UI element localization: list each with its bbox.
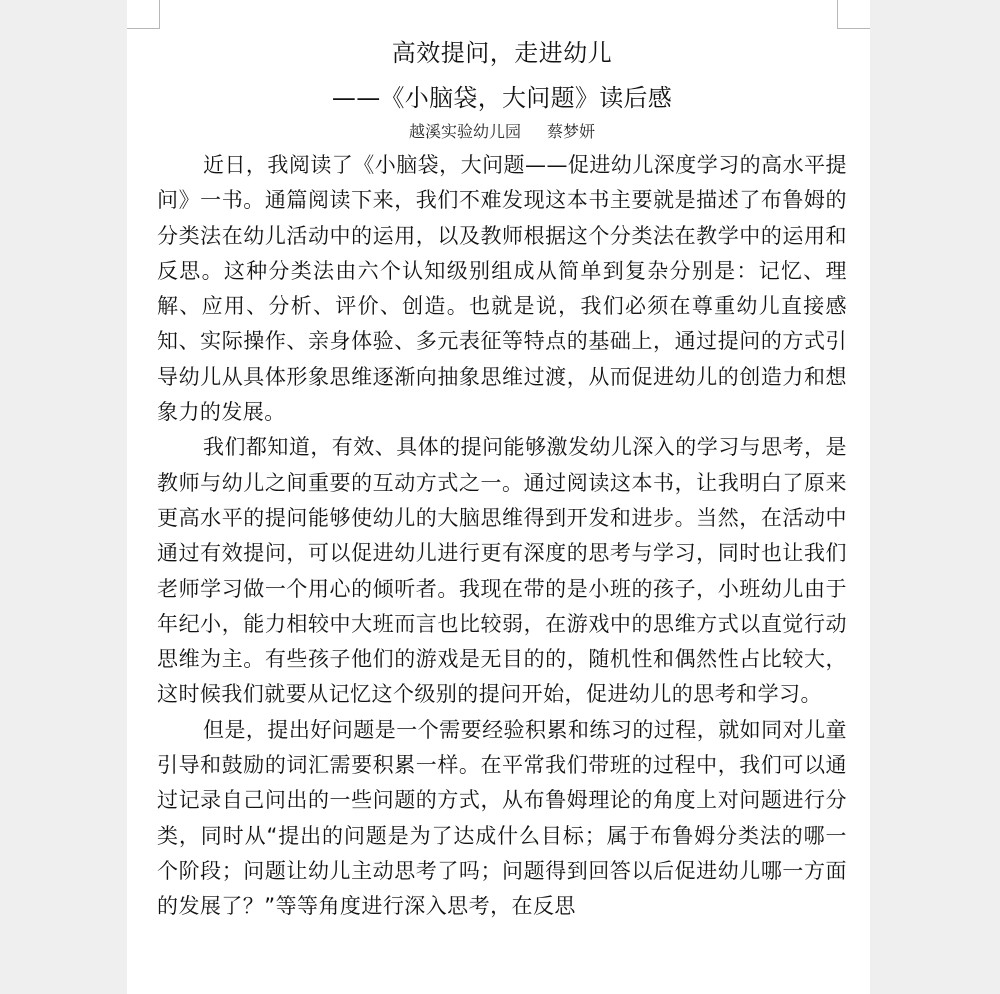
author-school: 越溪实验幼儿园 (408, 122, 521, 141)
document-page (127, 0, 870, 994)
paragraph-3: 但是，提出好问题是一个需要经验积累和练习的过程，就如同对儿童引导和鼓励的词汇需要积累一样。在平常我们带班的过程中，我们可以通过记录自己问出的一些问题的方式，从布鲁姆理论的角度上对问题进行分类，同时从“提出的问题是为了达成什么目标；属于布鲁姆分类法的哪一个阶段；问题让幼儿主动思考了吗；问题得到回答以后促进幼儿哪一方面的发展了？”等等角度进行深入思考，在反思 (157, 717, 847, 919)
document-body (157, 31, 847, 925)
crop-mark-top-left (127, 0, 160, 29)
author-line (157, 120, 847, 144)
document-subtitle: ——《小脑袋，大问题》读后感 (331, 84, 673, 112)
paragraph-2: 我们都知道，有效、具体的提问能够激发幼儿深入的学习与思考，是教师与幼儿之间重要的互动方式之一。通过阅读这本书，让我明白了原来更高水平的提问能够使幼儿的大脑思维得到开发和进步。当然，在活动中通过有效提问，可以促进幼儿进行更有深度的思考与学习，同时也让我们老师学习做一个用心的倾听者。我现在带的是小班的孩子，小班幼儿由于年纪小，能力相较中大班而言也比较弱，在游戏中的思维方式以直觉行动思维为主。有些孩子他们的游戏是无目的的，随机性和偶然性占比较大，这时候我们就要从记忆这个级别的提问开始，促进幼儿的思考和学习。 (157, 435, 847, 707)
crop-mark-top-right (837, 0, 870, 29)
paragraph-1: 近日，我阅读了《小脑袋，大问题——促进幼儿深度学习的高水平提问》一书。通篇阅读下来，我们不难发现这本书主要就是描述了布鲁姆的分类法在幼儿活动中的运用，以及教师根据这个分类法在教学中的运用和反思。这种分类法由六个认知级别组成从简单到复杂分别是：记忆、理解、应用、分析、评价、创造。也就是说，我们必须在尊重幼儿直接感知、实际操作、亲身体验、多元表征等特点的基础上，通过提问的方式引导幼儿从具体形象思维逐渐向抽象思维过渡，从而促进幼儿的创造力和想象力的发展。 (157, 153, 847, 425)
author-name: 蔡梦妍 (547, 122, 596, 141)
document-title: 高效提问，走进幼儿 (391, 39, 613, 67)
